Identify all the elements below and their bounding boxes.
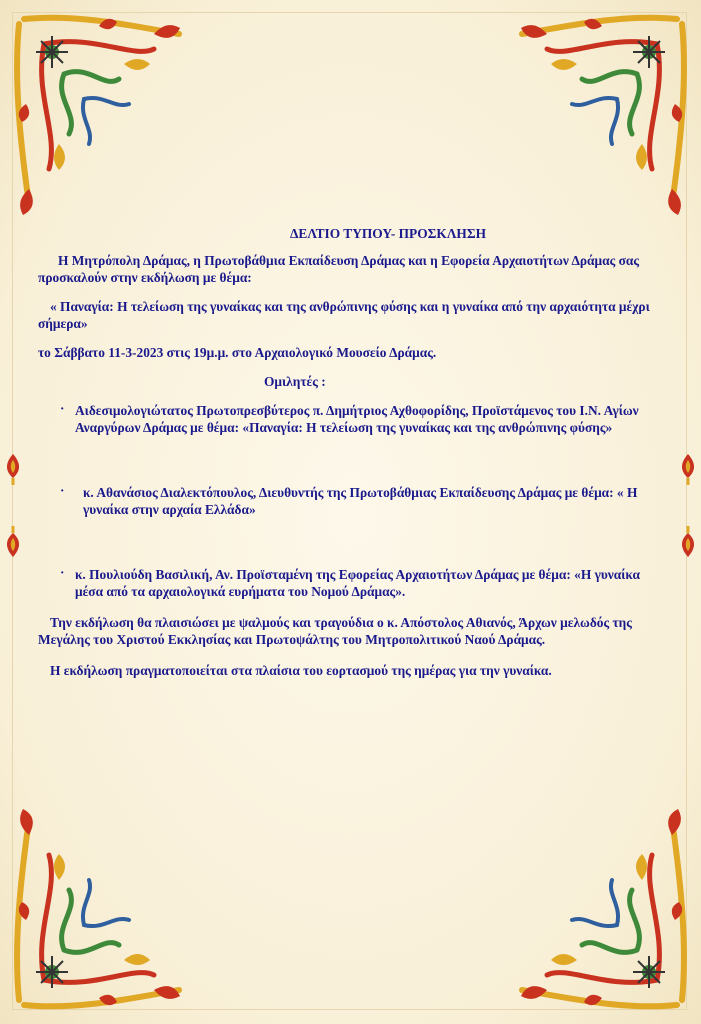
closing-paragraph: Η εκδήλωση πραγματοποιείται στα πλαίσια του εορτασμού της ημέρας για την γυναίκα. (50, 663, 552, 678)
speaker-text: Αιδεσιμολογιώτατος Πρωτοπρεσβύτερος π. Δημήτριος Αχθοφορίδης, Προϊστάμενος του Ι.Ν. Αγίων Αναργύρων Δράμας με θέμα: «Παναγία: Η τελείωση της γυναίκας και της ανθρώπινης φύσης» (75, 403, 639, 435)
floral-corner-ornament-bottom-right (507, 800, 697, 1020)
bullet-marker: · (60, 565, 65, 580)
speaker-text: κ. Αθανάσιος Διαλεκτόπουλος, Διευθυντής της Πρωτοβάθμιας Εκπαίδευσης Δράμας με θέμα: « Η γυναίκα στην αρχαία Ελλάδα» (83, 485, 638, 517)
event-date-line: το Σάββατο 11-3-2023 στις 19μ.μ. στο Αρχαιολογικό Μουσείο Δράμας. (38, 345, 437, 360)
event-theme: « Παναγία: Η τελείωση της γυναίκας και της ανθρώπινης φύσης και η γυναίκα από την αρχαιότητα μέχρι σήμερα» (38, 299, 650, 331)
tulip-side-ornament-left-lower (2, 525, 24, 559)
floral-corner-ornament-bottom-left (4, 800, 194, 1020)
tulip-side-ornament-right-upper (677, 452, 699, 486)
speakers-heading: Ομιλητές : (264, 374, 326, 389)
floral-corner-ornament-top-right (507, 4, 697, 224)
tulip-side-ornament-left-upper (2, 452, 24, 486)
floral-corner-ornament-top-left (4, 4, 194, 224)
speaker-item (38, 484, 668, 518)
tulip-side-ornament-right-lower (677, 525, 699, 559)
bullet-marker: · (60, 401, 65, 416)
speaker-item (38, 566, 668, 600)
document-title: ΔΕΛΤΙΟ ΤΥΠΟΥ- ΠΡΟΣΚΛΗΣΗ (290, 226, 486, 241)
intro-paragraph: Η Μητρόπολη Δράμας, η Πρωτοβάθμια Εκπαίδευση Δράμας και η Εφορεία Αρχαιοτήτων Δράμας σας προσκαλούν στην εκδήλωση με θέμα: (38, 253, 639, 285)
music-note-paragraph: Την εκδήλωση θα πλαισιώσει με ψαλμούς και τραγούδια ο κ. Απόστολος Αθιανός, Άρχων μελωδός της Μεγάλης του Χριστού Εκκλησίας και Πρωτοψάλτης του Μητροπολιτικού Ναού Δράμας. (38, 615, 632, 647)
speaker-item (38, 402, 668, 436)
bullet-marker: · (60, 483, 65, 498)
speaker-text: κ. Πουλιούδη Βασιλική, Αν. Προϊσταμένη της Εφορείας Αρχαιοτήτων Δράμας με θέμα: «Η γυναίκα μέσα από τα αρχαιολογικά ευρήματα του Νομού Δράμας». (75, 567, 640, 599)
press-release-body (38, 225, 668, 691)
